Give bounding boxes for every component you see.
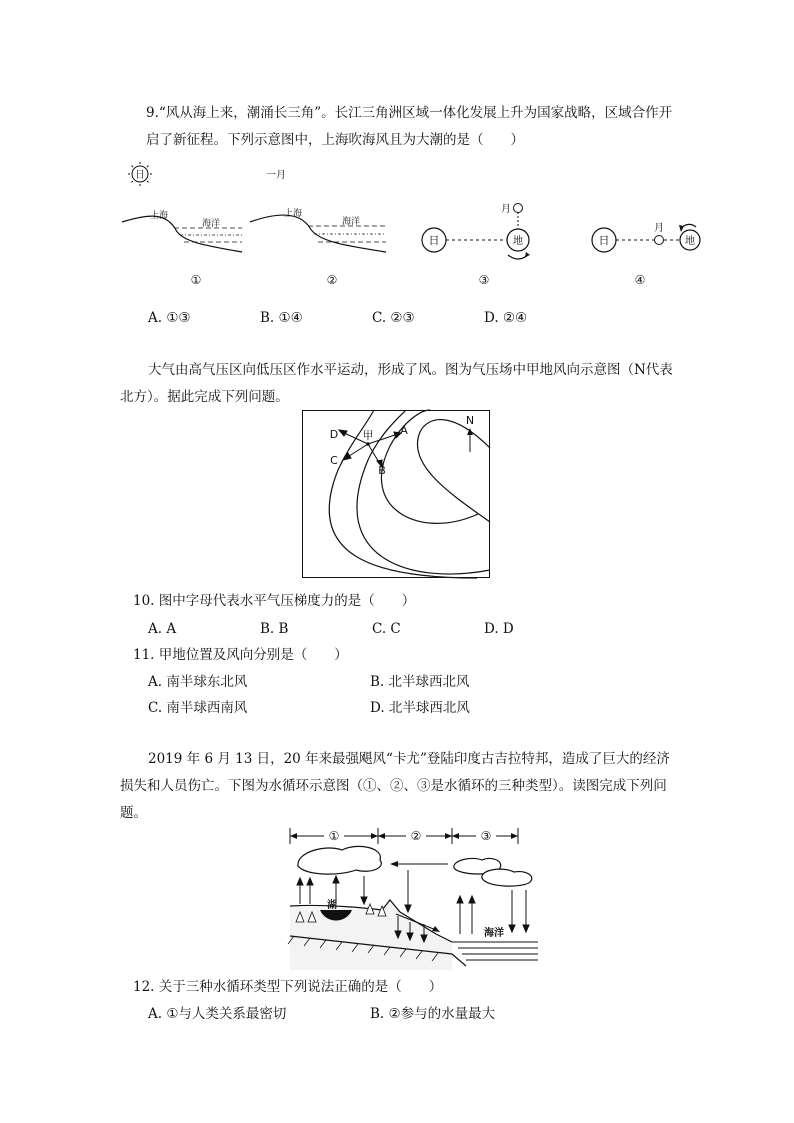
coast-line: [122, 216, 242, 252]
q9-figure-4: [584, 205, 714, 290]
coast-line: [250, 215, 386, 252]
q10-option-d[interactable]: D. D: [484, 621, 514, 637]
q9-option-d[interactable]: D. ②④: [484, 310, 528, 326]
label-a: A: [400, 424, 408, 437]
q9-option-a[interactable]: A. ①③: [148, 310, 191, 326]
moon-label: 一月: [266, 170, 286, 181]
point-label: 甲: [362, 429, 374, 442]
sun-icon: [422, 228, 446, 252]
segment-3-label: ③: [480, 829, 492, 843]
moon-label: 月: [654, 223, 664, 234]
label-c: C: [330, 454, 338, 467]
ocean-label: 海洋: [484, 928, 504, 939]
figure-caption: ④: [634, 273, 646, 287]
q10-option-c[interactable]: C. C: [372, 621, 401, 637]
q9-figure-3: [414, 195, 544, 290]
wind-figure: [302, 410, 490, 578]
q9-figure-1: [118, 160, 248, 290]
segment-1-label: ①: [328, 829, 340, 843]
figure-caption: ①: [190, 273, 202, 287]
cloud-icon: [482, 869, 532, 886]
sun-label: 日: [135, 170, 145, 181]
sun-icon: [592, 228, 616, 252]
sun-icon: [128, 162, 152, 186]
north-label: N: [465, 414, 475, 427]
q12-stem: 12. 关于三种水循环类型下列说法正确的是（ ）: [133, 979, 443, 995]
q11-option-b[interactable]: B. 北半球西北风: [370, 674, 470, 690]
earth-icon: [680, 230, 700, 250]
moon-icon: [654, 222, 664, 245]
land-label: 上海: [284, 209, 303, 219]
q9-option-b[interactable]: B. ①④: [260, 310, 303, 326]
q12-option-a[interactable]: A. ①与人类关系最密切: [148, 1006, 287, 1022]
water-cycle-figure: [286, 824, 540, 970]
sun-label: 日: [428, 234, 440, 247]
q11-option-c[interactable]: C. 南半球西南风: [148, 700, 248, 716]
sun-label: 日: [598, 234, 610, 247]
intro-paragraph-2: 大气由高气压区向低压区作水平运动，形成了风。图为气压场中甲地风向示意图（N代表北方）。据此完成下列问题。: [120, 362, 673, 405]
lake-label: 湖: [327, 900, 337, 911]
land-label: 上海: [150, 211, 169, 221]
q10-stem: 10. 图中字母代表水平气压梯度力的是（ ）: [133, 593, 416, 609]
q10-option-a[interactable]: A. A: [148, 621, 177, 637]
q9-figure-2: [248, 160, 388, 290]
q11-option-d[interactable]: D. 北半球西北风: [370, 700, 470, 716]
figure-caption: ②: [326, 273, 338, 287]
q9-option-c[interactable]: C. ②③: [372, 310, 415, 326]
q11-option-a[interactable]: A. 南半球东北风: [148, 674, 248, 690]
figure-caption: ③: [478, 273, 490, 287]
q9-stem: 9.“风从海上来，潮涌长三角”。长江三角洲区域一体化发展上升为国家战略，区域合作开启了新征程。下列示意图中，上海吹海风且为大潮的是（ ）: [146, 105, 673, 148]
intro-paragraph-3: 2019 年 6 月 13 日，20 年来最强飓风“卡尤”登陆印度古吉拉特邦，造成了巨大的经济损失和人员伤亡。下图为水循环示意图（①、②、③是水循环的三种类型）。读图完成下列问题。: [120, 751, 670, 821]
sea-label: 海洋: [202, 219, 221, 229]
cloud-icon: [298, 846, 381, 874]
moon-label: 月: [501, 204, 511, 215]
label-d: D: [329, 428, 339, 441]
label-b: B: [378, 464, 386, 477]
sea-label: 海洋: [342, 217, 361, 227]
earth-label: 地: [513, 236, 523, 247]
q10-option-b[interactable]: B. B: [260, 621, 289, 637]
earth-label: 地: [685, 236, 695, 247]
segment-2-label: ②: [410, 829, 422, 843]
moon-icon: [501, 203, 523, 215]
earth-icon: [507, 229, 529, 251]
q12-option-b[interactable]: B. ②参与的水量最大: [370, 1006, 496, 1022]
q11-stem: 11. 甲地位置及风向分别是（ ）: [133, 647, 348, 663]
